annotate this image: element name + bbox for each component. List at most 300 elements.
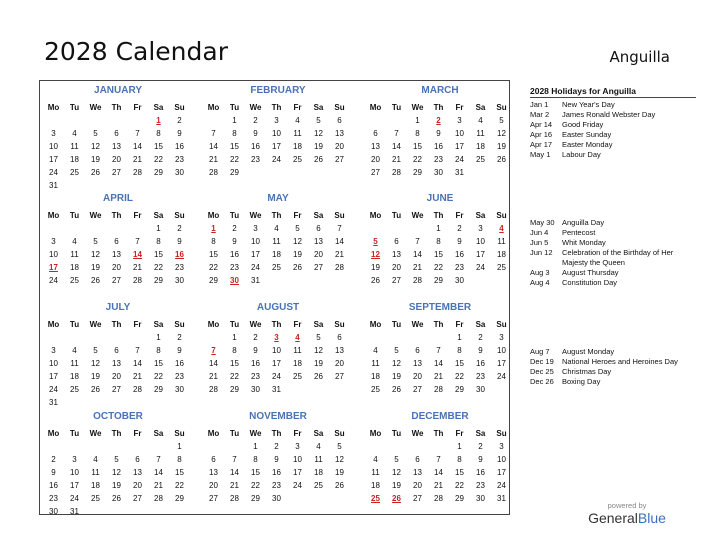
day-cell: 20 <box>112 263 121 272</box>
day-cell: 14 <box>335 237 344 246</box>
day-cell: 20 <box>209 481 218 490</box>
day-cell: 9 <box>177 129 182 138</box>
weekday-header: Tu <box>391 211 402 220</box>
day-cell: 4 <box>373 346 378 355</box>
day-cell: 17 <box>293 468 302 477</box>
day-grid <box>203 427 353 505</box>
day-cell: 16 <box>251 359 260 368</box>
weekday-header: Mo <box>369 103 382 112</box>
month-february <box>203 84 353 179</box>
month-name: JULY <box>105 302 131 313</box>
day-cell: 5 <box>394 455 399 464</box>
holiday-name: Boxing Day <box>562 377 601 386</box>
day-cell: 1 <box>457 442 462 451</box>
day-cell: 2 <box>177 116 182 125</box>
weekday-header: We <box>89 320 102 329</box>
day-cell: 12 <box>335 455 344 464</box>
day-cell: 6 <box>114 346 119 355</box>
weekday-header: Th <box>271 211 282 220</box>
day-cell: 26 <box>112 494 121 503</box>
day-cell: 15 <box>230 142 239 151</box>
day-cell: 1 <box>156 333 161 342</box>
day-cell: 1 <box>436 224 441 233</box>
day-cell: 24 <box>49 276 58 285</box>
holiday-row <box>530 278 700 288</box>
day-cell: 29 <box>413 168 422 177</box>
day-cell: 28 <box>434 494 443 503</box>
day-cell: 21 <box>413 263 422 272</box>
weekday-header: We <box>249 429 262 438</box>
day-cell: 9 <box>274 455 279 464</box>
day-cell: 24 <box>49 385 58 394</box>
empty-cell <box>43 440 64 453</box>
holiday-day: 30 <box>230 276 239 285</box>
day-cell: 7 <box>337 224 342 233</box>
day-cell: 9 <box>478 455 483 464</box>
holiday-date: Jan 1 <box>530 100 549 109</box>
empty-cell <box>428 331 449 344</box>
weekday-header: Tu <box>69 429 80 438</box>
day-cell: 3 <box>499 333 504 342</box>
day-cell: 20 <box>112 372 121 381</box>
month-november <box>203 410 353 505</box>
weekday-header: Th <box>111 211 122 220</box>
holiday-date: Apr 14 <box>530 120 553 129</box>
holiday-date: Apr 17 <box>530 140 553 149</box>
day-cell: 18 <box>91 481 100 490</box>
holiday-date: Mar 2 <box>530 110 550 119</box>
empty-cell <box>64 222 85 235</box>
empty-cell <box>127 114 148 127</box>
day-cell: 28 <box>434 385 443 394</box>
weekday-header: Su <box>174 211 185 220</box>
weekday-header: Su <box>496 429 507 438</box>
holidays-divider <box>530 97 696 98</box>
day-cell: 22 <box>154 155 163 164</box>
weekday-header: Tu <box>69 320 80 329</box>
holiday-day: 3 <box>274 333 279 342</box>
day-cell: 27 <box>335 155 344 164</box>
holiday-day: 4 <box>295 333 300 342</box>
day-cell: 3 <box>295 442 300 451</box>
day-cell: 13 <box>371 142 380 151</box>
day-cell: 5 <box>394 346 399 355</box>
weekday-header: Sa <box>153 211 164 220</box>
day-cell: 1 <box>232 116 237 125</box>
day-cell: 2 <box>253 116 258 125</box>
weekday-header: Fr <box>133 320 142 329</box>
weekday-header: Fr <box>293 211 302 220</box>
empty-cell <box>106 222 127 235</box>
weekday-header: Mo <box>369 320 382 329</box>
month-october <box>43 410 193 518</box>
day-cell: 16 <box>455 250 464 259</box>
weekday-header: Tu <box>391 429 402 438</box>
day-cell: 23 <box>230 263 239 272</box>
day-cell: 2 <box>177 224 182 233</box>
day-cell: 20 <box>335 142 344 151</box>
day-cell: 12 <box>91 142 100 151</box>
weekday-header: Tu <box>69 103 80 112</box>
day-cell: 4 <box>478 116 483 125</box>
weekday-header: We <box>411 320 424 329</box>
day-cell: 13 <box>112 359 121 368</box>
day-cell: 27 <box>335 372 344 381</box>
day-cell: 8 <box>436 237 441 246</box>
weekday-header: Sa <box>475 320 486 329</box>
day-cell: 22 <box>175 481 184 490</box>
holiday-name: Good Friday <box>562 120 604 129</box>
day-cell: 6 <box>114 237 119 246</box>
day-cell: 10 <box>293 455 302 464</box>
day-grid <box>365 427 515 505</box>
weekday-header: We <box>411 211 424 220</box>
day-cell: 23 <box>272 481 281 490</box>
day-cell: 8 <box>156 346 161 355</box>
day-cell: 11 <box>70 142 79 151</box>
empty-cell <box>386 114 407 127</box>
day-cell: 2 <box>51 455 56 464</box>
day-cell: 19 <box>392 372 401 381</box>
holiday-day: 5 <box>373 237 378 246</box>
holiday-name: New Year's Day <box>562 100 615 109</box>
day-cell: 19 <box>497 142 506 151</box>
day-cell: 3 <box>274 116 279 125</box>
holiday-row <box>530 228 700 238</box>
weekday-header: Th <box>433 103 444 112</box>
day-cell: 6 <box>135 455 140 464</box>
day-cell: 5 <box>337 442 342 451</box>
weekday-header: Su <box>496 320 507 329</box>
weekday-header: Su <box>334 429 345 438</box>
day-grid <box>203 209 353 287</box>
brand-logo[interactable] <box>582 501 672 526</box>
day-cell: 23 <box>455 263 464 272</box>
day-cell: 27 <box>392 276 401 285</box>
day-cell: 16 <box>175 359 184 368</box>
month-name: FEBRUARY <box>250 85 306 96</box>
empty-cell <box>365 222 386 235</box>
day-cell: 19 <box>335 468 344 477</box>
day-cell: 25 <box>70 276 79 285</box>
day-cell: 23 <box>251 372 260 381</box>
day-cell: 28 <box>209 385 218 394</box>
day-cell: 12 <box>314 346 323 355</box>
empty-cell <box>386 440 407 453</box>
day-cell: 5 <box>114 455 119 464</box>
weekday-header: Su <box>174 320 185 329</box>
weekday-header: Sa <box>153 320 164 329</box>
holiday-row <box>530 268 700 278</box>
day-cell: 24 <box>476 263 485 272</box>
day-cell: 29 <box>154 168 163 177</box>
day-cell: 4 <box>316 442 321 451</box>
empty-cell <box>365 440 386 453</box>
holiday-date: Dec 25 <box>530 367 554 376</box>
day-cell: 5 <box>316 333 321 342</box>
day-cell: 7 <box>436 346 441 355</box>
weekday-header: Tu <box>391 103 402 112</box>
day-cell: 10 <box>272 346 281 355</box>
month-march <box>365 84 515 179</box>
weekday-header: Tu <box>69 211 80 220</box>
weekday-header: Fr <box>293 429 302 438</box>
day-cell: 10 <box>476 237 485 246</box>
weekday-header: Sa <box>475 429 486 438</box>
holiday-list-2 <box>530 218 700 288</box>
day-cell: 8 <box>232 129 237 138</box>
day-cell: 14 <box>434 359 443 368</box>
day-cell: 1 <box>177 442 182 451</box>
day-cell: 2 <box>232 224 237 233</box>
weekday-header: Fr <box>133 429 142 438</box>
holiday-name: Easter Monday <box>562 140 613 149</box>
day-cell: 24 <box>49 168 58 177</box>
day-cell: 28 <box>133 168 142 177</box>
day-cell: 25 <box>371 385 380 394</box>
weekday-header: Sa <box>153 103 164 112</box>
empty-cell <box>64 114 85 127</box>
weekday-header: Su <box>174 429 185 438</box>
day-cell: 12 <box>314 129 323 138</box>
day-cell: 19 <box>112 481 121 490</box>
day-cell: 7 <box>394 129 399 138</box>
day-cell: 9 <box>232 237 237 246</box>
day-cell: 15 <box>413 142 422 151</box>
day-cell: 21 <box>230 481 239 490</box>
holiday-row <box>530 357 700 367</box>
day-cell: 11 <box>314 455 323 464</box>
day-cell: 14 <box>230 468 239 477</box>
empty-cell <box>85 331 106 344</box>
empty-cell <box>428 440 449 453</box>
day-cell: 7 <box>415 237 420 246</box>
day-cell: 2 <box>478 333 483 342</box>
day-cell: 31 <box>251 276 260 285</box>
day-cell: 20 <box>413 372 422 381</box>
holiday-name: Christmas Day <box>562 367 612 376</box>
day-cell: 6 <box>337 116 342 125</box>
day-cell: 23 <box>476 481 485 490</box>
powered-by-text: powered by <box>607 501 647 510</box>
weekday-header: Sa <box>313 429 324 438</box>
day-cell: 26 <box>91 385 100 394</box>
day-cell: 26 <box>371 276 380 285</box>
day-cell: 12 <box>91 250 100 259</box>
day-grid <box>43 209 193 287</box>
day-cell: 29 <box>230 168 239 177</box>
holiday-date: May 1 <box>530 150 551 159</box>
month-name: MAY <box>267 193 289 204</box>
day-cell: 21 <box>133 263 142 272</box>
day-cell: 28 <box>392 168 401 177</box>
day-cell: 12 <box>392 359 401 368</box>
day-cell: 14 <box>133 359 142 368</box>
day-cell: 8 <box>156 129 161 138</box>
day-cell: 18 <box>371 481 380 490</box>
day-cell: 25 <box>314 481 323 490</box>
month-name: AUGUST <box>256 302 300 313</box>
day-cell: 7 <box>232 455 237 464</box>
day-cell: 9 <box>478 346 483 355</box>
day-cell: 8 <box>177 455 182 464</box>
weekday-header: Th <box>271 103 282 112</box>
day-cell: 15 <box>434 250 443 259</box>
holiday-day: 25 <box>371 494 380 503</box>
empty-cell <box>43 331 64 344</box>
holiday-row <box>530 110 700 120</box>
empty-cell <box>203 114 224 127</box>
day-cell: 6 <box>337 333 342 342</box>
day-cell: 6 <box>316 224 321 233</box>
day-cell: 11 <box>70 250 79 259</box>
holiday-row <box>530 150 700 160</box>
brand-general: General <box>588 510 638 526</box>
empty-cell <box>106 331 127 344</box>
month-name: JANUARY <box>94 85 142 96</box>
day-cell: 21 <box>133 372 142 381</box>
day-cell: 16 <box>476 468 485 477</box>
day-cell: 29 <box>230 385 239 394</box>
weekday-header: Mo <box>207 429 220 438</box>
day-cell: 3 <box>51 346 56 355</box>
day-cell: 9 <box>436 129 441 138</box>
day-cell: 16 <box>230 250 239 259</box>
day-cell: 4 <box>72 346 77 355</box>
day-cell: 8 <box>415 129 420 138</box>
holiday-list-3 <box>530 347 700 387</box>
day-cell: 11 <box>91 468 100 477</box>
day-cell: 10 <box>497 455 506 464</box>
day-cell: 28 <box>413 276 422 285</box>
day-cell: 20 <box>392 263 401 272</box>
day-cell: 15 <box>154 250 163 259</box>
empty-cell <box>407 440 428 453</box>
weekday-header: We <box>249 320 262 329</box>
day-cell: 13 <box>133 468 142 477</box>
day-cell: 1 <box>253 442 258 451</box>
day-cell: 30 <box>251 385 260 394</box>
day-cell: 25 <box>476 155 485 164</box>
day-cell: 15 <box>154 142 163 151</box>
day-cell: 8 <box>457 346 462 355</box>
day-cell: 13 <box>335 129 344 138</box>
day-cell: 8 <box>156 237 161 246</box>
weekday-header: Fr <box>293 320 302 329</box>
day-cell: 3 <box>72 455 77 464</box>
holiday-list-1 <box>530 100 700 160</box>
day-cell: 22 <box>230 372 239 381</box>
day-cell: 17 <box>70 481 79 490</box>
day-cell: 26 <box>497 155 506 164</box>
day-cell: 17 <box>251 250 260 259</box>
day-cell: 17 <box>476 250 485 259</box>
day-grid <box>365 209 515 287</box>
day-cell: 16 <box>272 468 281 477</box>
day-cell: 24 <box>70 494 79 503</box>
day-cell: 12 <box>112 468 121 477</box>
day-cell: 13 <box>112 142 121 151</box>
day-cell: 17 <box>49 372 58 381</box>
day-cell: 30 <box>49 507 58 516</box>
day-cell: 26 <box>293 263 302 272</box>
day-cell: 18 <box>497 250 506 259</box>
month-name: SEPTEMBER <box>408 302 472 313</box>
day-cell: 14 <box>133 142 142 151</box>
empty-cell <box>386 222 407 235</box>
day-cell: 23 <box>49 494 58 503</box>
month-december <box>365 410 515 505</box>
day-cell: 21 <box>209 372 218 381</box>
day-grid <box>43 101 193 192</box>
day-cell: 18 <box>272 250 281 259</box>
weekday-header: Tu <box>229 320 240 329</box>
day-cell: 22 <box>455 481 464 490</box>
weekday-header: Fr <box>455 211 464 220</box>
day-cell: 4 <box>93 455 98 464</box>
day-cell: 8 <box>253 455 258 464</box>
brand-blue: Blue <box>637 510 666 526</box>
weekday-header: Mo <box>369 211 382 220</box>
weekday-header: Su <box>334 320 345 329</box>
day-cell: 23 <box>251 155 260 164</box>
day-cell: 15 <box>455 359 464 368</box>
day-cell: 25 <box>91 494 100 503</box>
weekday-header: Th <box>433 211 444 220</box>
day-cell: 27 <box>112 276 121 285</box>
day-cell: 21 <box>434 481 443 490</box>
holiday-date: Aug 4 <box>530 278 550 287</box>
day-cell: 11 <box>272 237 281 246</box>
weekday-header: Sa <box>475 211 486 220</box>
weekday-header: Tu <box>229 103 240 112</box>
day-cell: 19 <box>91 263 100 272</box>
holiday-row <box>530 140 700 150</box>
day-cell: 11 <box>371 468 380 477</box>
day-cell: 11 <box>293 129 302 138</box>
month-name: NOVEMBER <box>249 411 307 422</box>
day-cell: 30 <box>455 276 464 285</box>
day-cell: 7 <box>211 129 216 138</box>
empty-cell <box>85 440 106 453</box>
day-cell: 10 <box>70 468 79 477</box>
day-cell: 20 <box>335 359 344 368</box>
day-cell: 2 <box>274 442 279 451</box>
day-cell: 25 <box>293 155 302 164</box>
day-cell: 9 <box>457 237 462 246</box>
day-cell: 24 <box>272 155 281 164</box>
day-cell: 29 <box>209 276 218 285</box>
day-cell: 4 <box>72 129 77 138</box>
day-cell: 16 <box>49 481 58 490</box>
day-cell: 10 <box>272 129 281 138</box>
day-cell: 23 <box>175 372 184 381</box>
day-cell: 30 <box>175 168 184 177</box>
day-cell: 21 <box>154 481 163 490</box>
weekday-header: Fr <box>455 103 464 112</box>
weekday-header: Su <box>496 211 507 220</box>
day-cell: 26 <box>392 385 401 394</box>
holiday-date: Apr 16 <box>530 130 553 139</box>
day-cell: 6 <box>211 455 216 464</box>
day-cell: 7 <box>135 346 140 355</box>
day-cell: 3 <box>253 224 258 233</box>
weekday-header: We <box>89 211 102 220</box>
holiday-row <box>530 377 700 387</box>
weekday-header: Su <box>334 103 345 112</box>
holiday-date: Dec 19 <box>530 357 554 366</box>
day-cell: 28 <box>335 263 344 272</box>
